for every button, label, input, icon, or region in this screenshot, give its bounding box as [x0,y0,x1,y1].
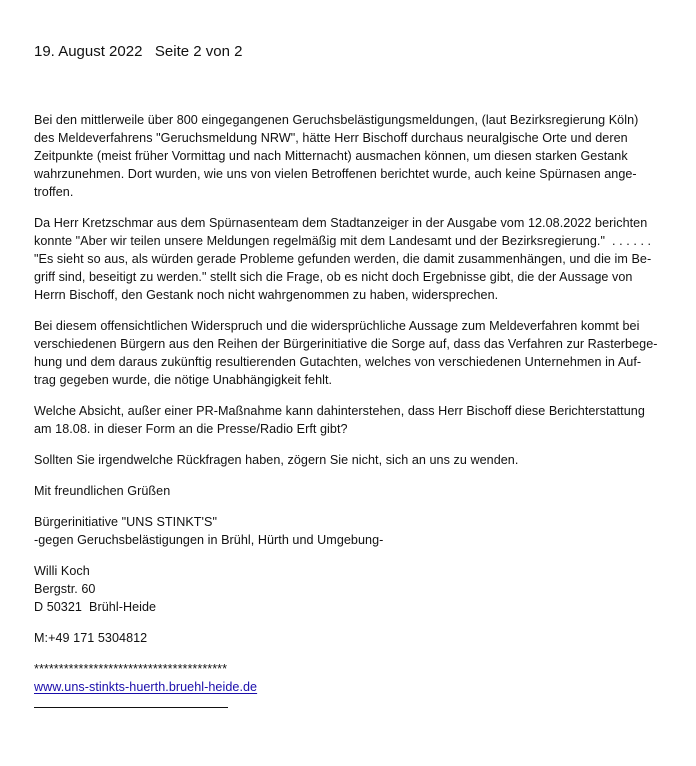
text-line: Sollten Sie irgendwelche Rückfragen haben, zögern Sie nicht, sich an uns zu wenden. [34,453,519,467]
text-line: "Es sieht so aus, als würden gerade Probleme gefunden werden, die damit zusammenhängen, und die im Be- [34,252,652,266]
text-line: Da Herr Kretzschmar aus dem Spürnasenteam dem Stadtanzeiger in der Ausgabe vom 12.08.2022 berichten [34,216,648,230]
paragraph-odor-reports [34,111,662,201]
text-line: am 18.08. in dieser Form an die Presse/Radio Erft gibt? [34,422,348,436]
text-line: Bei den mittlerweile über 800 eingegangenen Geruchsbelästigungsmeldungen, (laut Bezirksregierung Köln) [34,113,639,127]
letter-body [34,111,662,708]
sender-phone [34,629,662,647]
text-line: trag gegeben wurde, die nötige Unabhängigkeit fehlt. [34,373,333,387]
organization-signature [34,513,662,549]
website-link[interactable]: www.uns-stinkts-huerth.bruehl-heide.de [34,680,258,694]
text-line: verschiedenen Bürgern aus den Reihen der Bürgerinitiative die Sorge auf, dass das Verfahren zur Rasterbege- [34,337,658,351]
organization-name: Bürgerinitiative "UNS STINKT'S" [34,515,217,529]
paragraph-contact-offer [34,451,662,469]
paragraph-question [34,402,662,438]
footer-block [34,660,662,708]
text-line: griff sind, beseitigt zu werden." stellt sich die Frage, ob es nicht doch Ergebnisse gibt, die der Aussage von [34,270,633,284]
sender-city: D 50321 Brühl-Heide [34,600,157,614]
text-line: Welche Absicht, außer einer PR-Maßnahme kann dahinterstehen, dass Herr Bischoff diese Berichterstattung [34,404,645,418]
text-line: hung und dem daraus zukünftig resultierenden Gutachten, welches von verschiedenen Unternehmen in Auf- [34,355,642,369]
paragraph-spuernasen-team [34,214,662,304]
text-line: des Meldeverfahrens "Geruchsmeldung NRW", hätte Herr Bischoff durchaus neuralgische Orte und deren [34,131,628,145]
text-line: wahrzunehmen. Dort wurden, wie uns von vielen Betroffenen berichtet wurde, auch keine Spürnasen ange- [34,167,637,181]
date-and-page-number: 19. August 2022 Seite 2 von 2 [34,43,243,60]
text-line: troffen. [34,185,74,199]
sender-name: Willi Koch [34,564,90,578]
text-line: Bei diesem offensichtlichen Widerspruch und die widersprüchliche Aussage zum Meldeverfahren kommt bei [34,319,640,333]
closing-greeting [34,482,662,500]
text-line: konnte "Aber wir teilen unsere Meldungen regelmäßig mit dem Landesamt und der Bezirksregierung." . . . . . . [34,234,652,248]
text-line: Mit freundlichen Grüßen [34,484,171,498]
sender-address [34,562,662,616]
paragraph-contradiction [34,317,662,389]
bottom-rule [34,707,228,708]
star-separator: *************************************** [34,662,228,676]
sender-street: Bergstr. 60 [34,582,96,596]
text-line: Herrn Bischoff, den Gestank noch nicht wahrgenommen zu haben, widersprechen. [34,288,499,302]
text-line: Zeitpunkte (meist früher Vormittag und nach Mitternacht) ausmachen können, um diesen starken Gestank [34,149,628,163]
phone-number: M:+49 171 5304812 [34,631,148,645]
organization-subtitle: -gegen Geruchsbelästigungen in Brühl, Hürth und Umgebung- [34,533,384,547]
